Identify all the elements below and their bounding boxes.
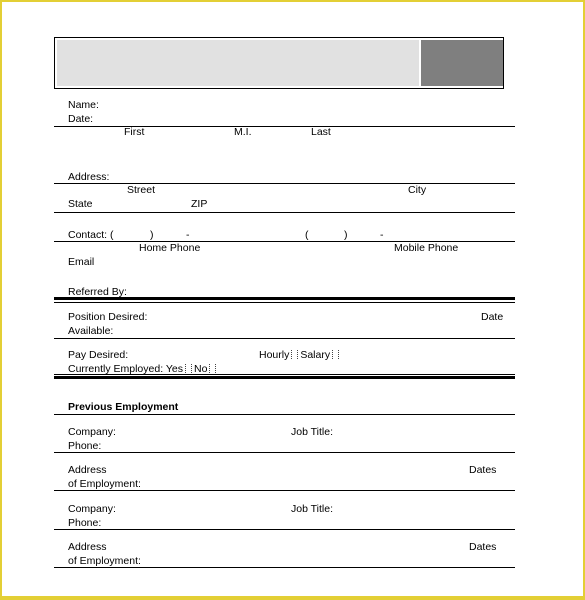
employment-address-field-line[interactable]: [54, 567, 515, 568]
section-divider: [54, 297, 515, 300]
header-logo-area: [421, 40, 503, 86]
contact-dash: -: [186, 229, 190, 241]
no-label: No: [193, 363, 208, 375]
currently-employed-label: Currently Employed: Yes: [68, 363, 183, 375]
job-title-label: Job Title:: [291, 503, 334, 515]
position-desired-label: Position Desired:: [68, 311, 148, 323]
contact-paren-close: ): [150, 229, 154, 241]
employer-phone-label: Phone:: [68, 440, 102, 452]
previous-employment-title-line: [54, 414, 515, 415]
mobile-paren-open: (: [305, 229, 309, 241]
section-divider-2: [54, 376, 515, 379]
city-label: City: [408, 184, 427, 196]
state-label: State: [68, 198, 93, 210]
employer-phone-label: Phone:: [68, 517, 102, 529]
name-label: Name:: [68, 99, 99, 111]
hourly-checkbox[interactable]: [291, 350, 298, 359]
section-divider-thin: [54, 302, 515, 303]
referred-by-label: Referred By:: [68, 286, 127, 298]
of-employment-label: of Employment:: [68, 555, 141, 567]
of-employment-label: of Employment:: [68, 478, 141, 490]
salary-label: Salary: [300, 349, 331, 361]
street-label: Street: [127, 184, 156, 196]
mobile-dash: -: [380, 229, 384, 241]
email-label: Email: [68, 256, 95, 268]
company-field-line[interactable]: [54, 452, 515, 453]
employment-dates-label: Dates: [469, 541, 497, 553]
zip-label: ZIP: [191, 198, 208, 210]
section-divider-thin-2: [54, 374, 515, 375]
contact-label: Contact: (: [68, 229, 114, 241]
date-label: Date:: [68, 113, 94, 125]
state-zip-field-line[interactable]: [54, 212, 515, 213]
job-title-label: Job Title:: [291, 426, 334, 438]
pay-type-options: [259, 349, 341, 361]
position-field-line[interactable]: [54, 338, 515, 339]
company-label: Company:: [68, 426, 116, 438]
company-field-line[interactable]: [54, 529, 515, 530]
address-field-line[interactable]: [54, 183, 515, 184]
employment-address-field-line[interactable]: [54, 490, 515, 491]
address-label: Address:: [68, 171, 110, 183]
first-label: First: [124, 126, 145, 138]
pay-desired-label: Pay Desired:: [68, 349, 129, 361]
no-checkbox[interactable]: [209, 364, 216, 373]
employment-dates-label: Dates: [469, 464, 497, 476]
position-date-label: Date: [481, 311, 504, 323]
header-banner: [54, 37, 504, 89]
available-label: Available:: [68, 325, 114, 337]
mobile-paren-close: ): [344, 229, 348, 241]
employment-address-label: Address: [68, 464, 107, 476]
previous-employment-title: Previous Employment: [68, 401, 179, 413]
yes-checkbox[interactable]: [185, 364, 192, 373]
mobile-phone-label: Mobile Phone: [394, 242, 459, 254]
last-label: Last: [311, 126, 331, 138]
mi-label: M.I.: [234, 126, 252, 138]
company-label: Company:: [68, 503, 116, 515]
header-title-area: [57, 40, 419, 86]
salary-checkbox[interactable]: [332, 350, 339, 359]
home-phone-label: Home Phone: [139, 242, 201, 254]
employment-address-label: Address: [68, 541, 107, 553]
hourly-label: Hourly: [259, 349, 290, 361]
